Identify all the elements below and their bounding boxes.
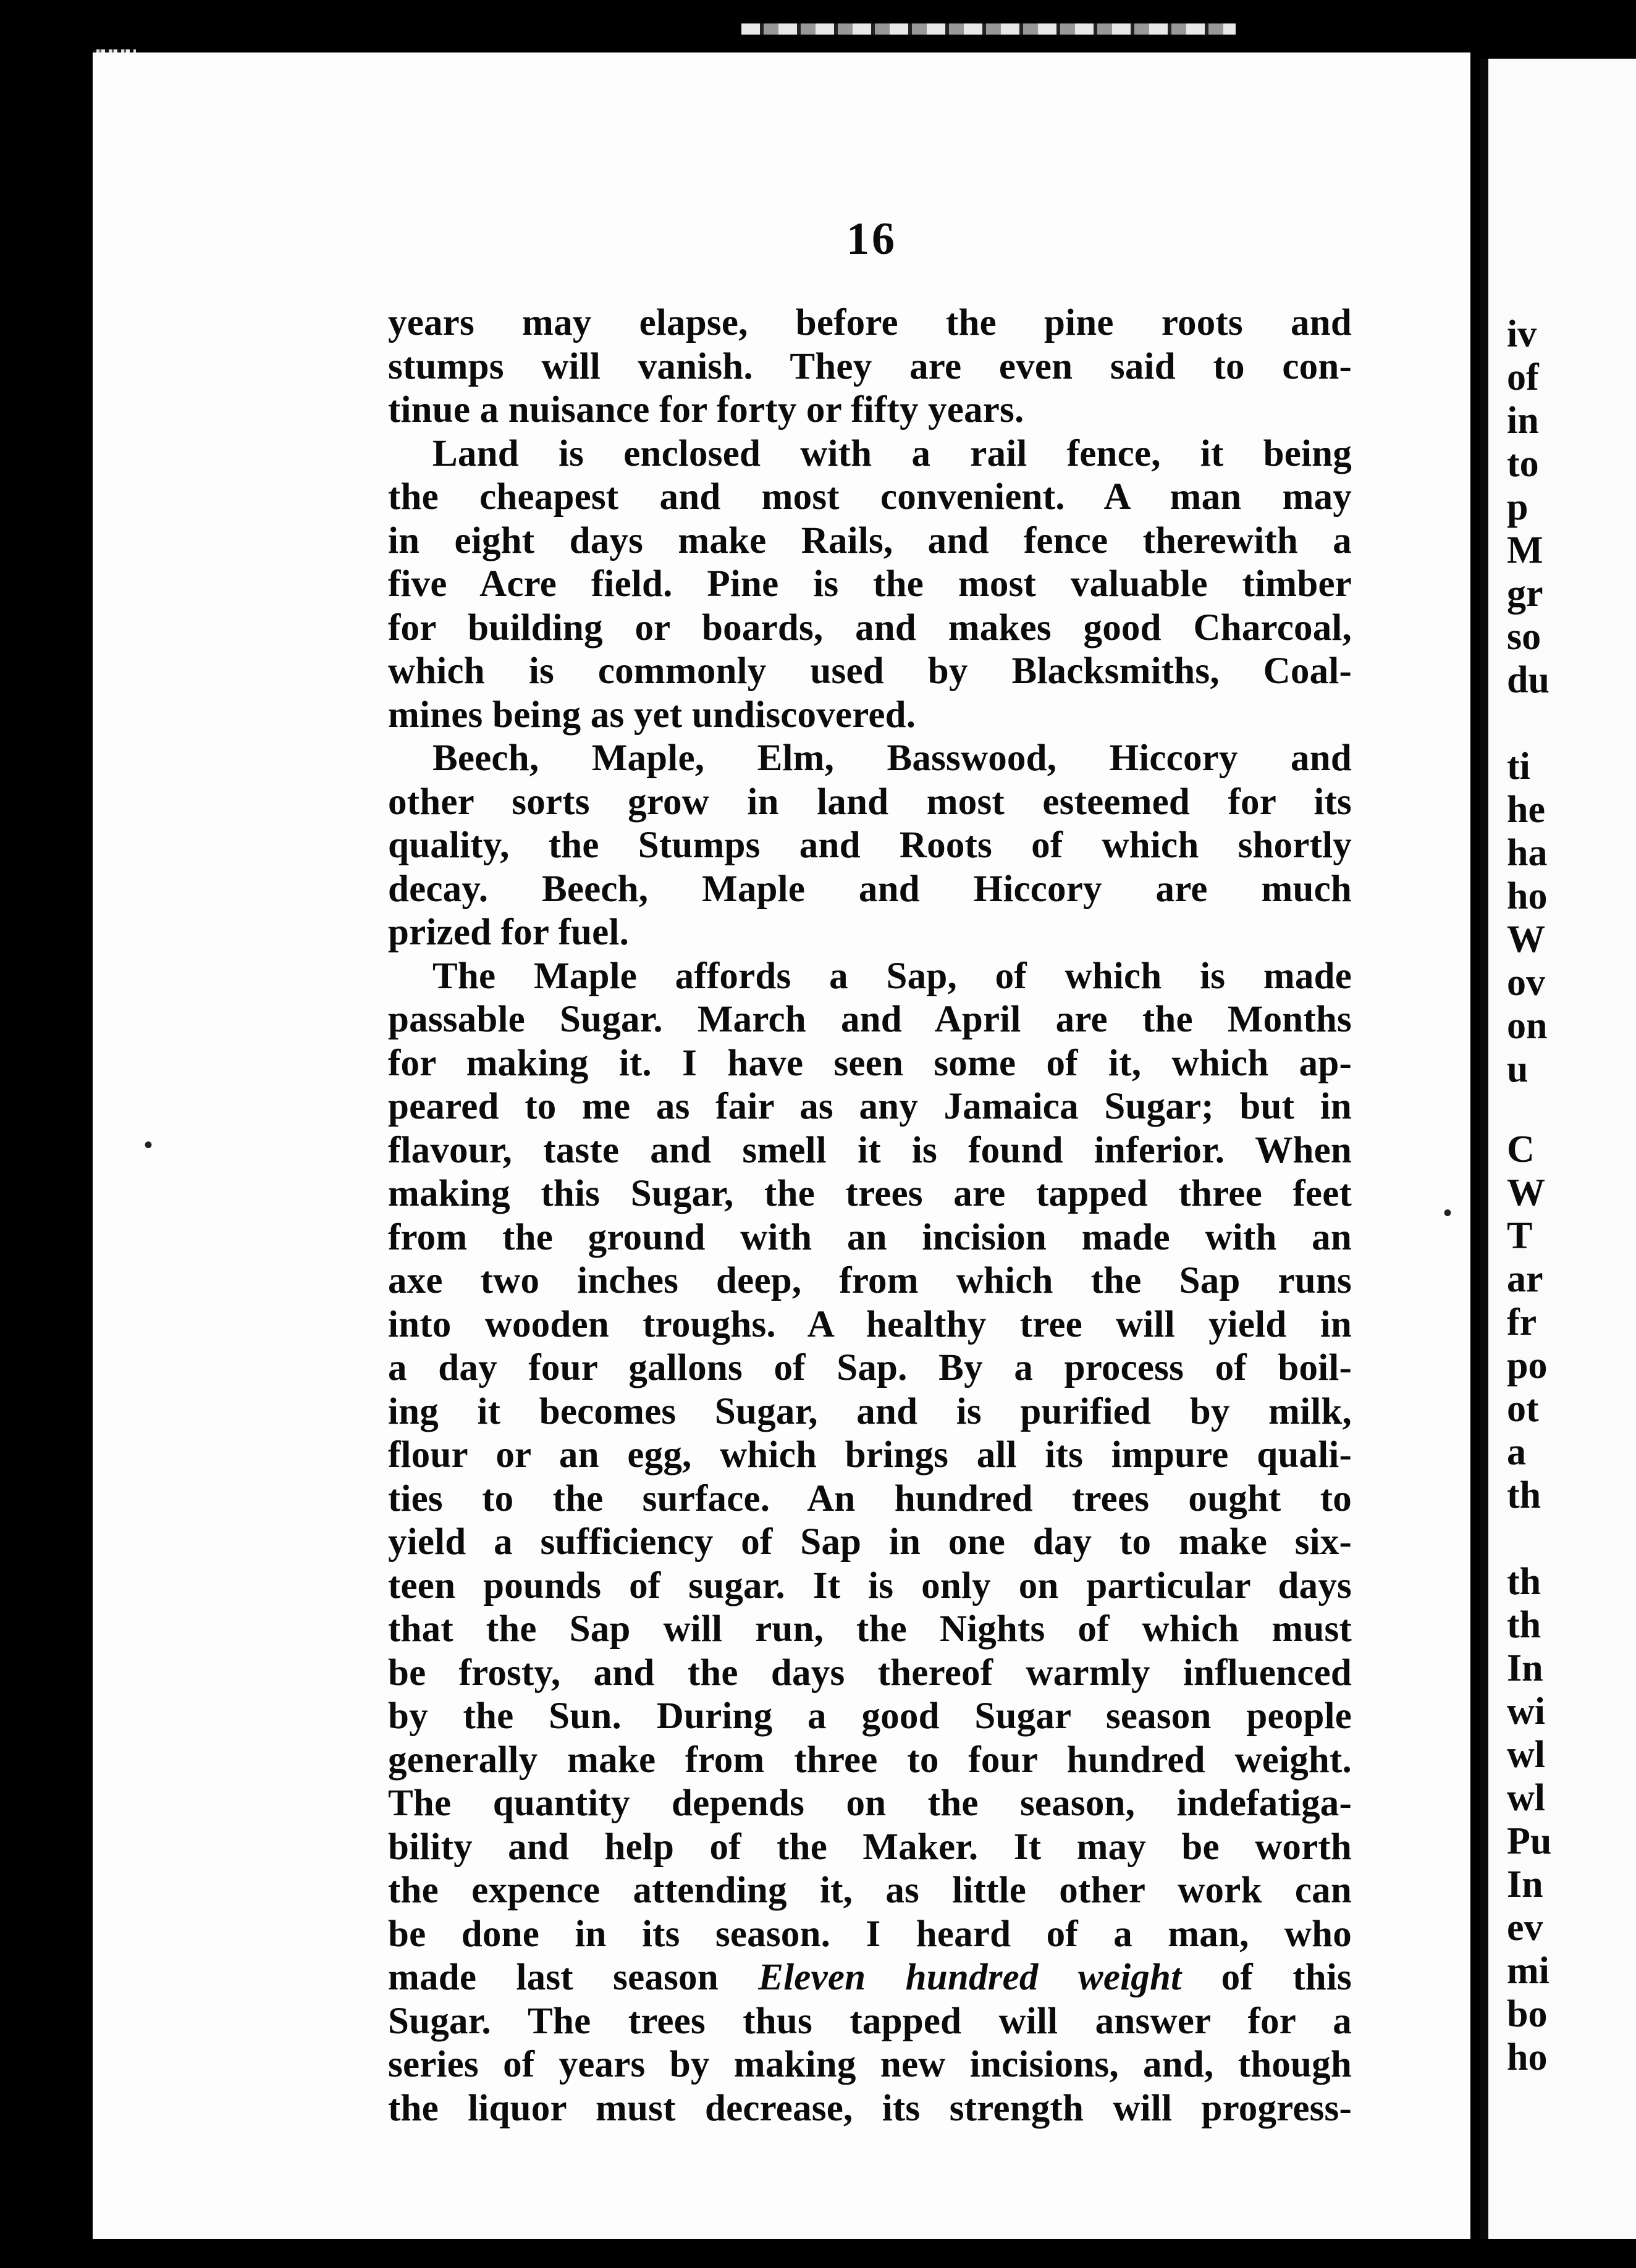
facing-page-fragment: mi bbox=[1507, 1950, 1550, 1992]
text-line: the liquor must decrease, its strength will progress- bbox=[388, 2087, 1352, 2129]
text-line: flavour, taste and smell it is found inferior. When bbox=[388, 1129, 1352, 1171]
text-line: Land is enclosed with a rail fence, it being bbox=[432, 432, 1352, 474]
facing-page-fragment: p bbox=[1507, 486, 1528, 528]
facing-page-fragment: of bbox=[1507, 356, 1539, 398]
facing-page-fragment: wl bbox=[1507, 1777, 1545, 1819]
text-line: axe two inches deep, from which the Sap runs bbox=[388, 1260, 1352, 1301]
facing-page-fragment: wl bbox=[1507, 1734, 1545, 1776]
text-line: that the Sap will run, the Nights of which must bbox=[388, 1608, 1352, 1650]
facing-page-fragment: th bbox=[1507, 1474, 1541, 1516]
facing-page-fragment: ov bbox=[1507, 962, 1545, 1004]
text-line: The quantity depends on the season, indefatiga- bbox=[388, 1783, 1352, 1824]
facing-page-fragment: he bbox=[1507, 789, 1545, 831]
text-line: into wooden troughs. A healthy tree will yield in bbox=[388, 1303, 1352, 1345]
facing-page-fragment: on bbox=[1507, 1005, 1548, 1047]
facing-page-fragment: bo bbox=[1507, 1993, 1548, 2035]
text-line: five Acre field. Pine is the most valuable timber bbox=[388, 563, 1352, 605]
text-line: quality, the Stumps and Roots of which shortly bbox=[388, 825, 1352, 866]
text-line: which is commonly used by Blacksmiths, Coal- bbox=[388, 650, 1352, 692]
text-line: be frosty, and the days thereof warmly influenced bbox=[388, 1652, 1352, 1694]
text-line: for building or boards, and makes good Charcoal, bbox=[388, 607, 1352, 649]
page-number: 16 bbox=[846, 214, 897, 264]
text-line: from the ground with an incision made with an bbox=[388, 1216, 1352, 1258]
text-line: decay. Beech, Maple and Hiccory are much bbox=[388, 868, 1352, 910]
text-line bbox=[388, 1956, 1352, 2000]
italic-text-segment: Eleven hundred weight bbox=[758, 1957, 1182, 1998]
facing-page-fragment: iv bbox=[1507, 313, 1537, 355]
text-line: generally make from three to four hundred weight. bbox=[388, 1739, 1352, 1781]
facing-page-fragment: wi bbox=[1507, 1690, 1545, 1732]
facing-page-fragment: W bbox=[1507, 1172, 1545, 1214]
facing-page-fragment: In bbox=[1507, 1863, 1543, 1905]
facing-page-fragment: ot bbox=[1507, 1388, 1539, 1430]
text-line: years may elapse, before the pine roots and bbox=[388, 302, 1352, 343]
text-line: peared to me as fair as any Jamaica Sugar; but in bbox=[388, 1086, 1352, 1127]
text-line: other sorts grow in land most esteemed for its bbox=[388, 781, 1352, 823]
text-segment: of this bbox=[1181, 1957, 1352, 1998]
facing-page-fragment: ho bbox=[1507, 2036, 1548, 2078]
facing-page-fragment: gr bbox=[1507, 573, 1543, 615]
text-line: series of years by making new incisions, and, though bbox=[388, 2044, 1352, 2085]
facing-page-fragment: Pu bbox=[1507, 1820, 1552, 1862]
facing-page-fragment: ti bbox=[1507, 746, 1530, 788]
text-line: be done in its season. I heard of a man, who bbox=[388, 1913, 1352, 1955]
facing-page-fragment: M bbox=[1507, 529, 1543, 571]
text-line: a day four gallons of Sap. By a process of boil- bbox=[388, 1347, 1352, 1388]
facing-page-fragment: a bbox=[1507, 1431, 1526, 1473]
facing-page-fragment: W bbox=[1507, 918, 1545, 960]
facing-page-fragment: ha bbox=[1507, 832, 1548, 874]
text-line: mines being as yet undiscovered. bbox=[388, 694, 916, 736]
text-line: Beech, Maple, Elm, Basswood, Hiccory and bbox=[432, 737, 1352, 779]
facing-page-fragment: ar bbox=[1507, 1258, 1543, 1300]
text-line: ing it becomes Sugar, and is purified by milk, bbox=[388, 1390, 1352, 1432]
text-line: the cheapest and most convenient. A man may bbox=[388, 476, 1352, 518]
text-line: Sugar. The trees thus tapped will answer for a bbox=[388, 2000, 1352, 2042]
text-line: passable Sugar. March and April are the Months bbox=[388, 999, 1352, 1040]
text-line: the expence attending it, as little other work can bbox=[388, 1870, 1352, 1911]
text-line: in eight days make Rails, and fence therewith a bbox=[388, 519, 1352, 561]
text-line: prized for fuel. bbox=[388, 912, 630, 953]
text-line: by the Sun. During a good Sugar season people bbox=[388, 1695, 1352, 1737]
text-line: for making it. I have seen some of it, which ap- bbox=[388, 1042, 1352, 1084]
facing-page-fragment: th bbox=[1507, 1561, 1541, 1603]
text-line: flour or an egg, which brings all its impure quali- bbox=[388, 1434, 1352, 1476]
text-line: tinue a nuisance for forty or fifty years. bbox=[388, 389, 1024, 430]
text-line: making this Sugar, the trees are tapped three feet bbox=[388, 1173, 1352, 1214]
facing-page-fragment: C bbox=[1507, 1128, 1535, 1170]
text-segment: made last season bbox=[388, 1957, 759, 1998]
text-line: teen pounds of sugar. It is only on particular days bbox=[388, 1564, 1352, 1606]
stray-mark: • bbox=[144, 1131, 153, 1159]
facing-page-fragment: In bbox=[1507, 1647, 1543, 1689]
facing-page-fragment: ho bbox=[1507, 875, 1548, 917]
text-line: bility and help of the Maker. It may be worth bbox=[388, 1826, 1352, 1868]
facing-page-fragment: th bbox=[1507, 1604, 1541, 1646]
scan-top-edge bbox=[741, 23, 1236, 35]
facing-page-fragment: fr bbox=[1507, 1301, 1537, 1343]
facing-page-fragment: so bbox=[1507, 616, 1541, 658]
facing-page-fragment: to bbox=[1507, 443, 1539, 485]
text-line: stumps will vanish. They are even said to con- bbox=[388, 345, 1352, 387]
facing-page-fragment: u bbox=[1507, 1048, 1528, 1090]
text-line: The Maple affords a Sap, of which is made bbox=[432, 955, 1352, 997]
text-line: yield a sufficiency of Sap in one day to make six- bbox=[388, 1521, 1352, 1563]
facing-page-fragment: po bbox=[1507, 1345, 1548, 1387]
stray-mark: • bbox=[1443, 1199, 1453, 1227]
facing-page-fragment: in bbox=[1507, 400, 1539, 442]
facing-page-fragment: ev bbox=[1507, 1907, 1543, 1949]
facing-page bbox=[1480, 59, 1636, 2239]
facing-page-fragment: T bbox=[1507, 1215, 1533, 1257]
text-line: ties to the surface. An hundred trees ought to bbox=[388, 1477, 1352, 1519]
page-text bbox=[388, 301, 1352, 2130]
facing-page-fragment: du bbox=[1507, 659, 1550, 701]
